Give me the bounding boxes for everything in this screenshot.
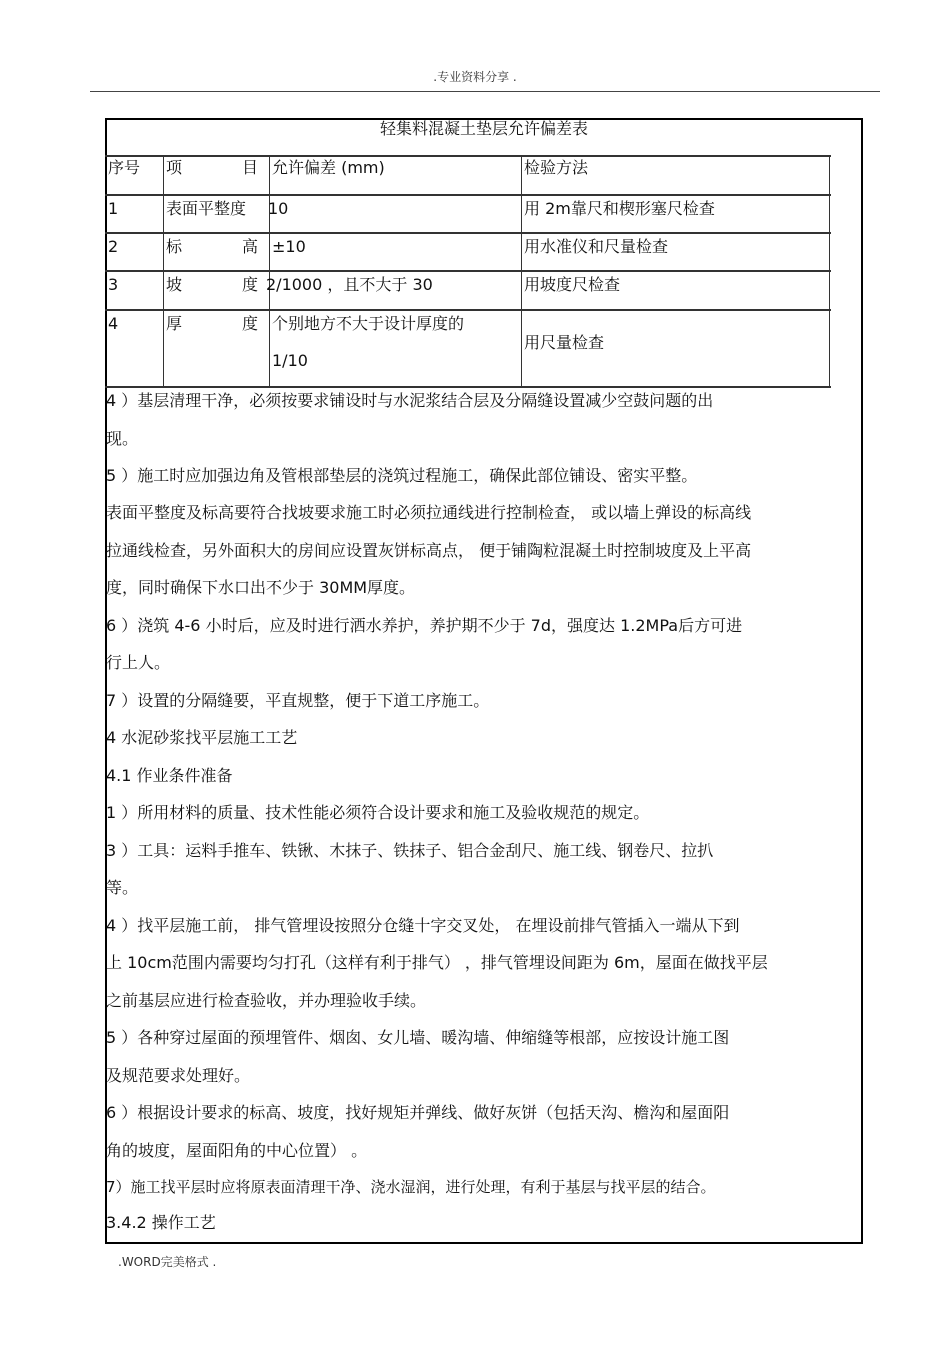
body-line: 拉通线检查，另外面积大的房间应设置灰饼标高点， 便于铺陶粒混凝土时控制坡度及上平高	[106, 541, 752, 560]
body-line: 4 ）找平层施工前， 排气管埋设按照分仓缝十字交叉处， 在埋设前排气管插入一端从下到	[106, 916, 740, 935]
body-line: 之前基层应进行检查验收，并办理验收手续。	[106, 991, 427, 1010]
row-item-part: 标	[166, 237, 183, 256]
row-item	[166, 314, 258, 334]
table-rule	[105, 386, 831, 388]
header-method: 检验方法	[524, 158, 589, 177]
row-item-part: 坡	[166, 275, 183, 294]
row-tolerance: ±10	[272, 237, 306, 256]
body-line: 角的坡度，屋面阳角的中心位置） 。	[106, 1141, 368, 1160]
table-title: 轻集料混凝土垫层允许偏差表	[379, 119, 588, 138]
row-item-part: 表面平整度	[166, 199, 247, 218]
row-no: 2	[108, 237, 119, 256]
table-rule	[105, 309, 831, 311]
body-line: 7）施工找平层时应将原表面清理干净、浇水湿润，进行处理，有利于基层与找平层的结合。	[106, 1178, 716, 1196]
subsection-heading: 4.1 作业条件准备	[106, 766, 233, 785]
subsection-heading: 3.4.2 操作工艺	[106, 1213, 216, 1232]
body-line: 上 10cm范围内需要均匀打孔（这样有利于排气） ，排气管埋设间距为 6m，屋面在做找平层	[106, 953, 768, 972]
body-line: 表面平整度及标高要符合找坡要求施工时必须拉通线进行控制检查， 或以墙上弹设的标高线	[106, 503, 752, 522]
page-footer: .WORD完美格式 .	[118, 1255, 217, 1269]
body-line: 等。	[106, 878, 139, 897]
row-method: 用尺量检查	[524, 333, 605, 352]
header-no: 序号	[108, 158, 141, 177]
page-header: .专业资料分享 .	[433, 70, 517, 84]
section-heading: 4 水泥砂浆找平层施工工艺	[106, 728, 298, 747]
body-line: 6 ）浇筑 4-6 小时后，应及时进行洒水养护，养护期不少于 7d，强度达 1.2MPa后方可进	[106, 616, 743, 635]
body-line: 现。	[106, 429, 139, 448]
table-rule	[105, 270, 831, 272]
table-rule	[105, 232, 831, 234]
body-line: 1 ）所用材料的质量、技术性能必须符合设计要求和施工及验收规范的规定。	[106, 803, 650, 822]
body-line: 6 ）根据设计要求的标高、坡度，找好规矩并弹线、做好灰饼（包括天沟、檐沟和屋面阳	[106, 1103, 730, 1122]
row-no: 1	[108, 199, 119, 218]
row-tolerance: 10	[268, 199, 289, 218]
body-line: 行上人。	[106, 653, 171, 672]
body-line: 及规范要求处理好。	[106, 1066, 251, 1085]
header-item	[166, 158, 258, 178]
table-col-rule	[269, 157, 270, 386]
body-line: 度，同时确保下水口出不少于 30MM厚度。	[106, 578, 416, 597]
header-item-part: 项	[166, 158, 183, 177]
row-tolerance-cont: 1/10	[272, 351, 308, 370]
body-line: 7 ）设置的分隔缝要，平直规整，便于下道工序施工。	[106, 691, 490, 710]
row-item	[166, 275, 258, 295]
table-rule	[105, 194, 831, 196]
table-col-rule	[163, 157, 164, 386]
table-col-rule	[829, 157, 830, 388]
row-item-part: 度	[241, 275, 258, 294]
row-no: 3	[108, 275, 119, 294]
table-col-rule	[521, 157, 522, 386]
row-method: 用水准仪和尺量检查	[524, 237, 669, 256]
body-line: 5 ）各种穿过屋面的预埋管件、烟囱、女儿墙、暖沟墙、伸缩缝等根部，应按设计施工图	[106, 1028, 730, 1047]
row-item-part: 厚	[166, 314, 183, 333]
row-method: 用坡度尺检查	[524, 275, 621, 294]
body-line: 5 ）施工时应加强边角及管根部垫层的浇筑过程施工，确保此部位铺设、密实平整。	[106, 466, 698, 485]
row-no: 4	[108, 314, 119, 333]
header-item-part: 目	[241, 158, 258, 177]
header-tolerance: 允许偏差 (mm)	[272, 158, 385, 177]
row-item	[166, 199, 258, 219]
row-method: 用 2m靠尺和楔形塞尺检查	[524, 199, 715, 218]
body-line: 3 ）工具：运料手推车、铁锹、木抹子、铁抹子、铝合金刮尺、施工线、钢卷尺、拉扒	[106, 841, 714, 860]
row-item-part: 度	[241, 314, 258, 333]
row-tolerance: 个别地方不大于设计厚度的	[272, 314, 465, 333]
header-divider	[90, 91, 880, 92]
table-rule	[105, 155, 831, 157]
row-tolerance: 2/1000 ，且不大于 30	[266, 275, 433, 294]
row-item	[166, 237, 258, 257]
row-item-part: 高	[241, 237, 258, 256]
body-line: 4 ）基层清理干净，必须按要求铺设时与水泥浆结合层及分隔缝设置减少空鼓问题的出	[106, 391, 714, 410]
